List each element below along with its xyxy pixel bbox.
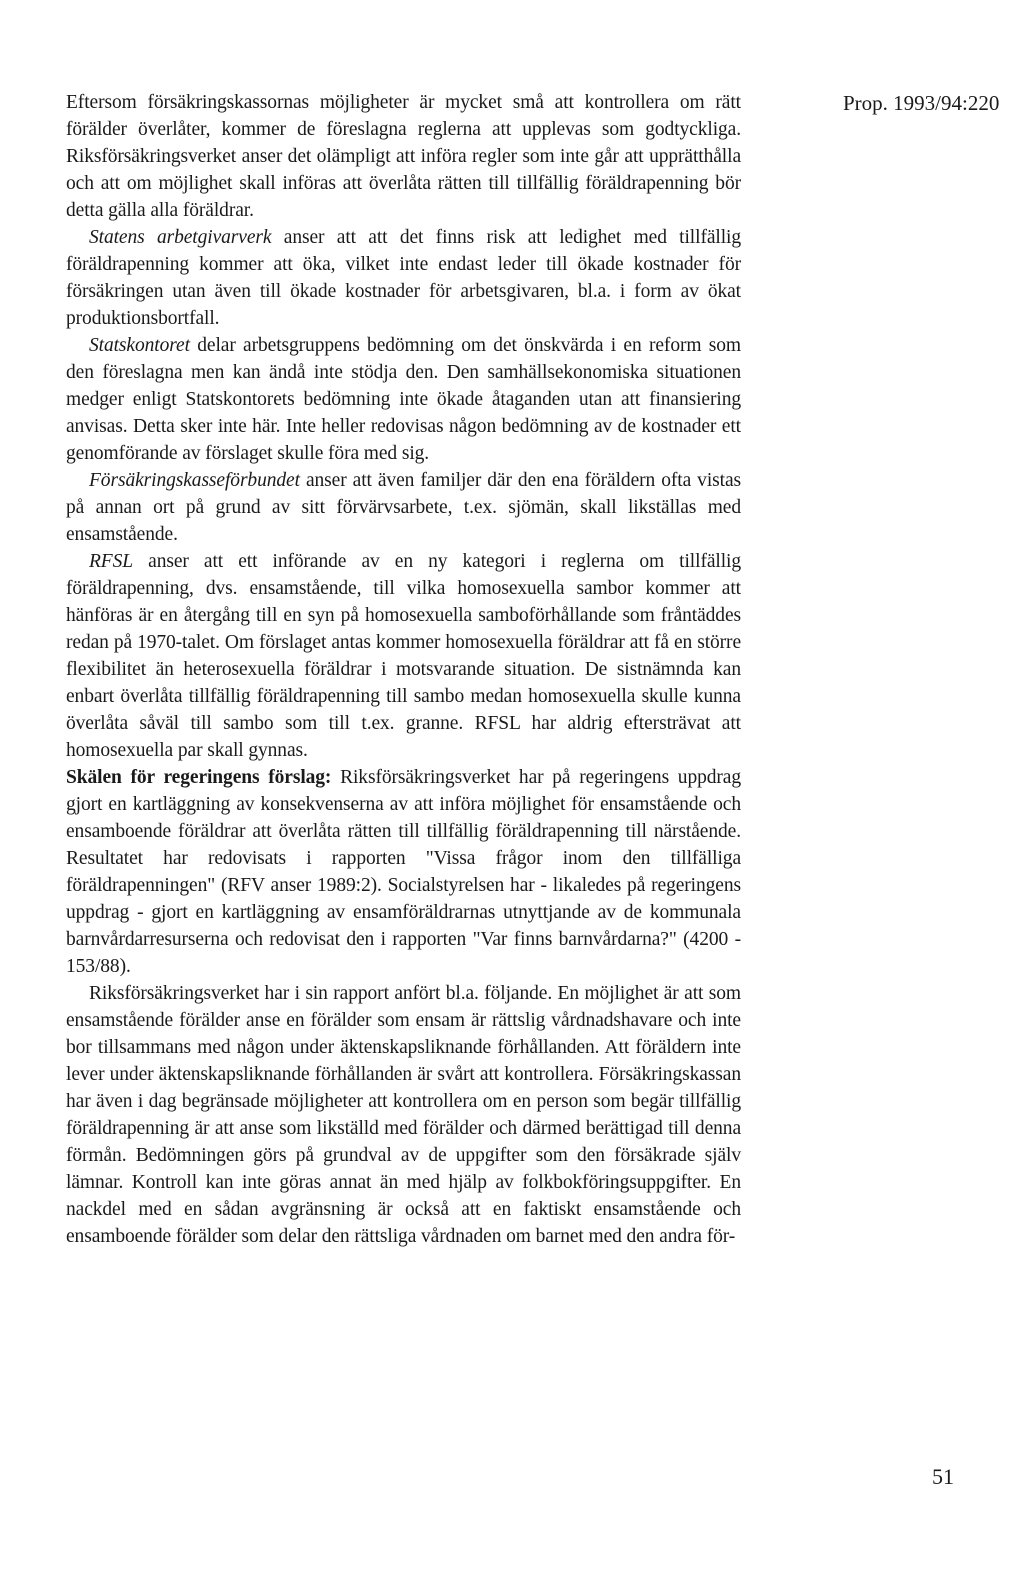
paragraph-lead: Statens arbetgivarverk bbox=[89, 227, 272, 248]
paragraph-lead: RFSL bbox=[89, 551, 134, 572]
paragraph-lead: Försäkringskasseförbundet bbox=[89, 470, 300, 491]
paragraph-text: Riksförsäkringsverket har i sin rapport anfört bl.a. följande. En möjlighet är att som ensamstående förälder anse en förälder som ensam är rättslig vårdnadshavare och inte bor tillsammans med någon under äktenskapsliknande förhållanden. Att föräldern inte lever under äktenskapsliknande förhållanden är svårt att kontrollera. Försäkringskassan har även i dag begränsade möjligheter att kontrollera om en person som begär tillfällig föräldrapenning är att anse som likställd med förälder och därmed berättigad till denna förmån. Bedömningen görs på grundval av de uppgifter som den försäkrade själv lämnar. Kontroll kan inte göras annat än med hjälp av folkbokföringsuppgifter. En nackdel med en sådan avgränsning är också att en faktiskt ensamstående och ensamboende förälder som delar den rättsliga vårdnaden om barnet med den andra för- bbox=[66, 983, 741, 1247]
paragraph bbox=[66, 467, 741, 548]
paragraph-text: anser att att det finns risk att ledighet med tillfällig föräldrapenning kommer att öka, vilket inte endast leder till ökade kostnader för försäkringen utan även till ökade kostnader för arbetsgivaren, bl.a. i form av ökat produktionsbortfall. bbox=[66, 227, 741, 329]
paragraph bbox=[66, 224, 741, 332]
page-number: 51 bbox=[932, 1464, 954, 1489]
proposition-reference: Prop. 1993/94:220 bbox=[843, 91, 1000, 115]
paragraph-text: Riksförsäkringsverket har på regeringens uppdrag gjort en kartläggning av konsekvenserna av att införa möjlighet för ensamstående och ensamboende föräldrar att överlåta rätten till tillfällig föräldrapenning till närstående. Resultatet har redovisats i rapporten "Vissa frågor inom den tillfälliga föräldrapenningen" (RFV anser 1989:2). Socialstyrelsen har - likaledes på regeringens uppdrag - gjort en kartläggning av ensamföräldrarnas utnyttjande av de kommunala barnvårdarresurserna och redovisat den i rapporten "Var finns barnvårdarna?" (4200 - 153/88). bbox=[66, 767, 742, 977]
paragraph bbox=[66, 89, 741, 224]
paragraph-text: delar arbetsgruppens bedömning om det önskvärda i en reform som den föreslagna men kan ändå inte stödja den. Den samhällsekonomiska situationen medger enligt Statskontorets bedömning inte ökade åtaganden utan att finansiering anvisas. Detta sker inte här. Inte heller redovisas någon bedömning av de kostnader ett genomförande av förslaget skulle föra med sig. bbox=[66, 335, 741, 464]
paragraph bbox=[66, 332, 741, 467]
paragraph-text: anser att även familjer där den ena föräldern ofta vistas på annan ort på grund av sitt förvärvsarbete, t.ex. sjömän, skall likställas med ensamstående. bbox=[66, 470, 741, 545]
paragraph bbox=[66, 980, 741, 1250]
paragraph bbox=[66, 764, 741, 980]
section-heading: Skälen för regeringens förslag: bbox=[66, 767, 332, 788]
paragraph-text: Eftersom försäkringskassornas möjligheter är mycket små att kontrollera om rätt förälder överlåter, kommer de föreslagna reglerna att upplevas som godtyckliga. Riksförsäkringsverket anser det olämpligt att införa regler som inte går att upprätthålla och att om möjlighet skall införas att överlåta rätten till tillfällig föräldrapenning bör detta gälla alla föräldrar. bbox=[66, 92, 741, 221]
paragraph-lead: Statskontoret bbox=[89, 335, 190, 356]
paragraph-text: anser att ett införande av en ny kategori i reglerna om tillfällig föräldrapenning, dvs. ensamstående, till vilka homosexuella sambor kommer att hänföras är en återgång till en syn på homosexuella samboförhållande som fråntäddes redan på 1970-talet. Om förslaget antas kommer homosexuella föräldrar att få en större flexibilitet än heterosexuella föräldrar i motsvarande situation. De sistnämnda kan enbart överlåta tillfällig föräldrapenning till sambo medan homosexuella skulle kunna överlåta såväl till sambo som till t.ex. granne. RFSL har aldrig eftersträvat att homosexuella par skall gynnas. bbox=[66, 551, 741, 761]
body-text bbox=[66, 89, 741, 1250]
paragraph bbox=[66, 548, 741, 764]
